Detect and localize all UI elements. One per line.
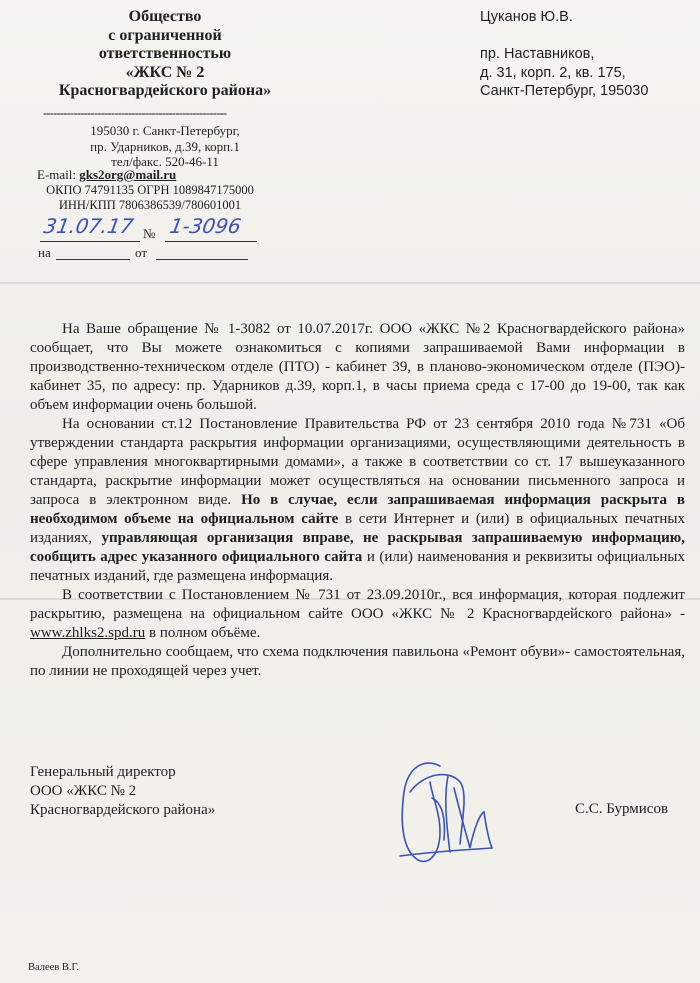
- recipient-name: Цуканов Ю.В.: [480, 9, 573, 25]
- position-line: ООО «ЖКС № 2: [30, 783, 137, 799]
- number-sign: №: [143, 226, 156, 241]
- website-link[interactable]: www.zhlks2.spd.ru: [30, 625, 146, 641]
- recipient-block: [480, 8, 648, 101]
- sender-line: «ЖКС № 2: [125, 63, 205, 81]
- header-divider: ------------------------------------------------------: [43, 106, 227, 120]
- p2-bold: управляющая организация вправе, не раскрывая запрашиваемую информацию, сообщить адрес указанного официального сайта: [30, 530, 685, 565]
- sender-line: с ограниченной: [108, 26, 222, 44]
- executor-name: Валеев В.Г.: [28, 962, 80, 973]
- paragraph-4: Дополнительно сообщаем, что схема подключения павильона «Ремонт обуви»- самостоятельная, по линии не проходящей через учет.: [30, 644, 685, 679]
- p3-text: В соответствии с Постановлением № 731 от 23.09.2010г., вся информация, которая подлежит раскрытию, размещена на официальном сайте ООО «ЖКС № 2 Красногвардейского района» -: [30, 587, 685, 622]
- sender-org-name: [20, 8, 310, 101]
- address-line: пр. Ударников, д.39, корп.1: [90, 138, 240, 154]
- p2-text: и (или) наименования и реквизиты официальных печатных изданий, где размещена информация.: [30, 549, 686, 584]
- handwritten-signature: [370, 752, 510, 872]
- recipient-address-line: д. 31, корп. 2, кв. 175,: [480, 64, 626, 81]
- email-label: E-mail:: [37, 167, 76, 182]
- handwritten-number: 1-3096: [167, 214, 243, 238]
- paragraph-2: [30, 415, 685, 586]
- paragraph-3: [30, 586, 685, 643]
- position-line: Красногвардейского района»: [30, 802, 216, 818]
- address-line: 195030 г. Санкт-Петербург,: [90, 123, 240, 138]
- p2-bold: Но в случае, если запрашиваемая информация раскрыта в необходимом объеме на официальном сайте: [30, 492, 685, 527]
- p2-text: На основании ст.12 Постановление Правительства РФ от 23 сентября 2010 года №731 «Об утверждении стандарта раскрытия информации организациями, осуществляющими деятельность в сфере управления многоквартирными домами», а также в соответствии со ст. 17 вышеуказанного стандарта, раскрытие информации может осуществляться на основании письменного запроса и запроса в электронном виде.: [30, 416, 685, 508]
- from-label: от: [135, 245, 148, 260]
- sender-line: Красногвардейского района»: [58, 82, 272, 99]
- position-line: Генеральный директор: [30, 764, 176, 780]
- address-line: тел/факс. 520-46-11: [111, 154, 219, 169]
- sender-email: [37, 167, 176, 183]
- sender-address: [40, 123, 290, 170]
- number-underline: [165, 241, 257, 242]
- sender-codes: [35, 183, 265, 213]
- okpo-ogrn: ОКПО 74791135 ОГРН 1089847175000: [46, 183, 254, 197]
- on-blank: [56, 259, 130, 260]
- on-label: на: [38, 245, 51, 260]
- recipient-address-line: Санкт-Петербург, 195030: [480, 83, 649, 99]
- recipient-spacer: [480, 27, 648, 46]
- paragraph-1: На Ваше обращение № 1-3082 от 10.07.2017г. ООО «ЖКС №2 Красногвардейского района» сообщает, что Вы можете ознакомиться с копиями запрашиваемой Вами информации в производственно-техническом отделе (ПТО) - кабинет 39, в планово-экономическом отделе (ПЭО)- кабинет 35, по адресу: пр. Ударников д.39, корп.1, в часы приема среда с 17-00 до 19-00, так как объем информации очень большой.: [30, 321, 685, 413]
- from-blank: [156, 259, 248, 260]
- sender-line: ответственностью: [98, 45, 232, 62]
- letter-body: [30, 320, 685, 681]
- p3-text: в полном объёме.: [149, 625, 261, 641]
- paper-fold: [0, 282, 700, 284]
- p2-text: в сети Интернет и (или) в официальных печатных изданиях,: [30, 511, 686, 546]
- recipient-address-line: пр. Наставников,: [480, 46, 595, 62]
- sender-line: Общество: [128, 8, 202, 25]
- signatory-name: С.С. Бурмисов: [575, 801, 669, 817]
- date-underline: [40, 241, 140, 242]
- signatory-position: [30, 763, 215, 820]
- inn-kpp: ИНН/КПП 7806386539/780601001: [58, 198, 242, 212]
- email-address[interactable]: gks2org@mail.ru: [79, 167, 177, 182]
- handwritten-date: 31.07.17: [41, 214, 136, 238]
